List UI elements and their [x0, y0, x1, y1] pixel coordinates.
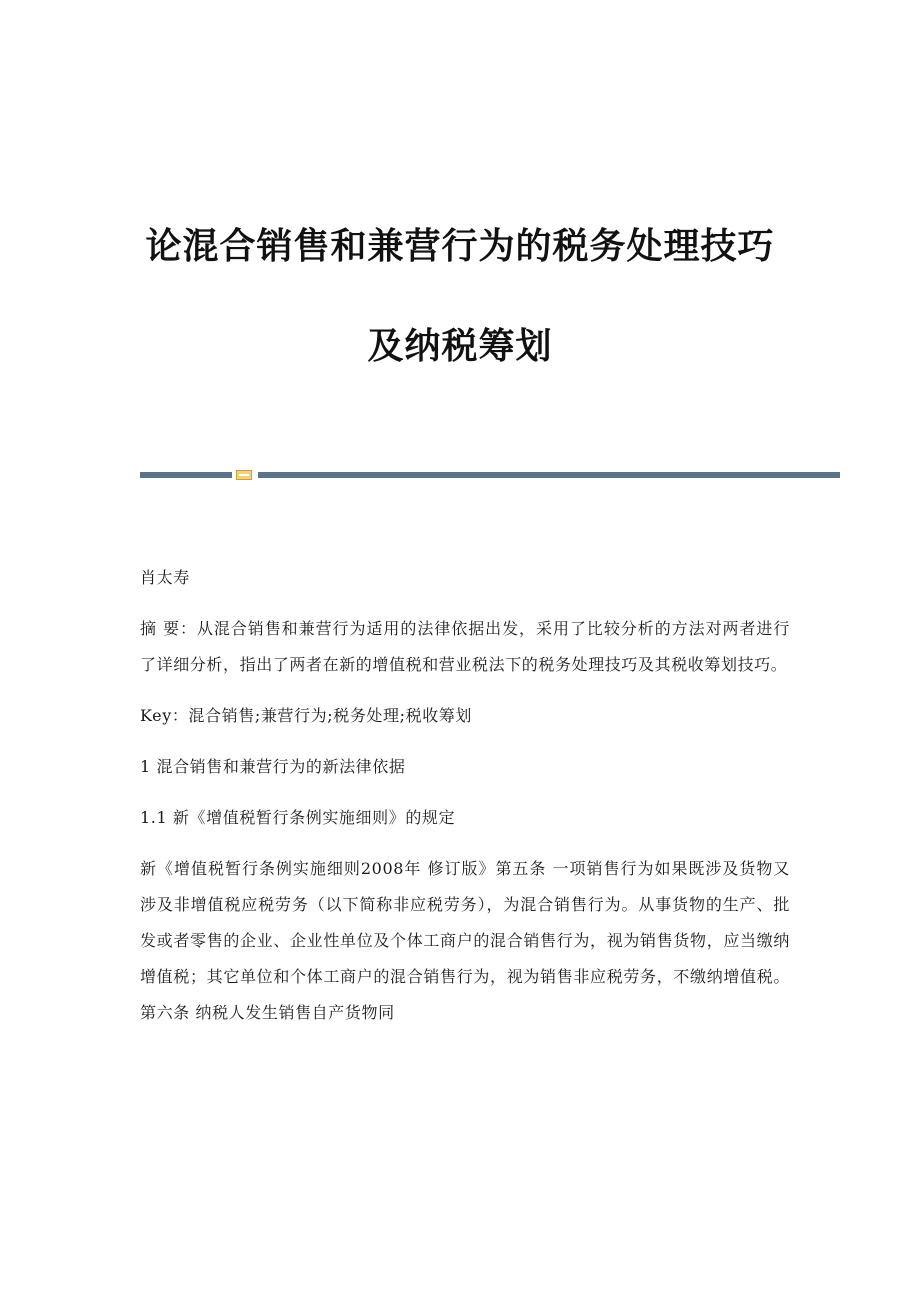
section-1-1-heading: 1.1 新《增值税暂行条例实施细则》的规定 [140, 808, 456, 827]
divider-bar-left [140, 472, 232, 478]
abstract-paragraph: 摘 要：从混合销售和兼营行为适用的法律依据出发，采用了比较分析的方法对两者进行了详细分析，指出了两者在新的增值税和营业税法下的税务处理技巧及其税收筹划技巧。 [140, 619, 790, 674]
divider-bar-right [258, 472, 840, 478]
body-paragraph: 新《增值税暂行条例实施细则2008年 修订版》第五条 一项销售行为如果既涉及货物又涉及非增值税应税劳务（以下简称非应税劳务），为混合销售行为。从事货物的生产、批发或者零售的企业、企业性单位及个体工商户的混合销售行为，视为销售货物，应当缴纳增值税；其它单位和个体工商户的混合销售行为，视为销售非应税劳务，不缴纳增值税。第六条 纳税人发生销售自产货物同 [140, 859, 790, 1022]
document-title-line-1: 论混合销售和兼营行为的税务处理技巧 [145, 226, 775, 267]
section-1-heading: 1 混合销售和兼营行为的新法律依据 [140, 757, 406, 776]
divider-ornament-icon [236, 470, 252, 480]
document-body [140, 560, 790, 1031]
title-divider [140, 470, 840, 480]
keywords-line: Key：混合销售;兼营行为;税务处理;税收筹划 [140, 706, 473, 725]
author-name: 肖太寿 [140, 568, 190, 587]
document-title-line-2: 及纳税筹划 [367, 326, 553, 367]
